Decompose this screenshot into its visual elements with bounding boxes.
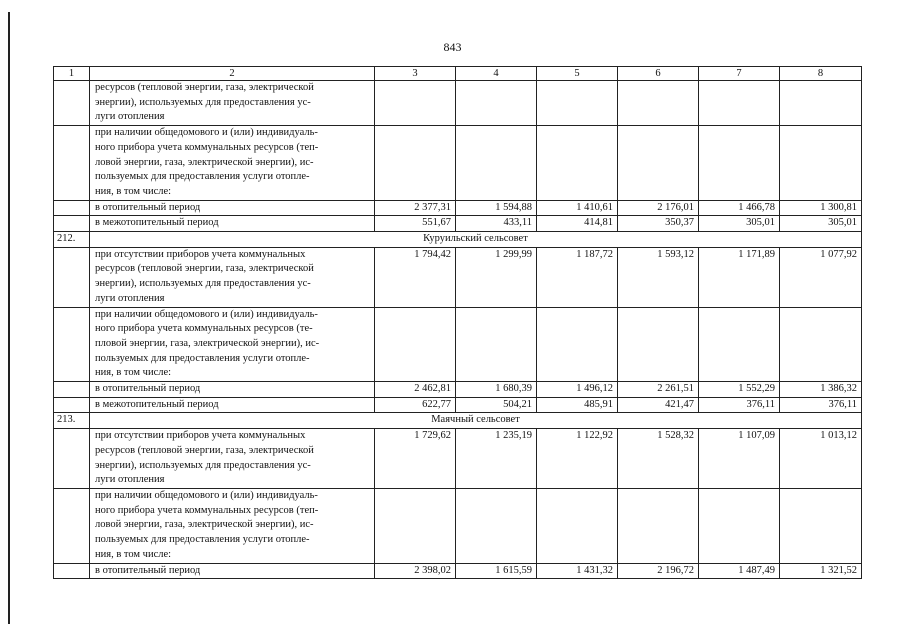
tariff-table (53, 66, 862, 579)
row-number-cell (54, 216, 90, 232)
value-cell: 1 593,12 (618, 247, 699, 307)
description-line: пользуемых для предоставления услуги отопле- (95, 171, 310, 183)
value-cell (618, 126, 699, 201)
value-cell (375, 126, 456, 201)
value-cell: 1 321,52 (780, 563, 862, 579)
description-line: ного прибора учета коммунальных ресурсов (теп- (95, 141, 319, 153)
value-cell: 485,91 (537, 397, 618, 413)
description-line: в отопительный период (95, 201, 201, 213)
value-cell: 376,11 (780, 397, 862, 413)
page-number: 843 (443, 40, 462, 54)
value-cell: 1 122,92 (537, 429, 618, 489)
value-cell (375, 81, 456, 126)
description-cell (90, 126, 375, 201)
value-cell (699, 126, 780, 201)
row-number-cell (54, 397, 90, 413)
value-cell: 1 300,81 (780, 200, 862, 216)
value-cell (537, 488, 618, 563)
value-cell: 2 176,01 (618, 200, 699, 216)
table-row (54, 307, 862, 382)
section-title: Куруильский сельсовет (90, 232, 862, 248)
value-cell (780, 81, 862, 126)
description-line: пловой энергии, газа, электрической энергии), ис- (95, 337, 320, 349)
value-cell (699, 307, 780, 382)
value-cell: 504,21 (456, 397, 537, 413)
description-cell (90, 216, 375, 232)
description-line: энергии), используемых для предоставления ус- (95, 459, 311, 471)
value-cell (537, 126, 618, 201)
column-header: 5 (537, 67, 618, 81)
description-line: ния, в том числе: (95, 185, 172, 197)
description-line: луги отопления (95, 292, 165, 304)
description-cell (90, 247, 375, 307)
column-header: 8 (780, 67, 862, 81)
description-line: пользуемых для предоставления услуги отопле- (95, 352, 310, 364)
value-cell: 350,37 (618, 216, 699, 232)
value-cell (780, 307, 862, 382)
description-cell (90, 563, 375, 579)
value-cell: 2 462,81 (375, 382, 456, 398)
description-line: ловой энергии, газа, электрической энергии), ис- (95, 519, 314, 531)
description-line: энергии), используемых для предоставления ус- (95, 278, 311, 290)
description-line: ловой энергии, газа, электрической энергии), ис- (95, 156, 314, 168)
description-line: луги отопления (95, 111, 165, 123)
value-cell (780, 126, 862, 201)
row-number-cell (54, 126, 90, 201)
table-row (54, 216, 862, 232)
value-cell (375, 488, 456, 563)
description-cell (90, 81, 375, 126)
description-cell (90, 307, 375, 382)
description-line: ного прибора учета коммунальных ресурсов (теп- (95, 504, 319, 516)
table-row (54, 126, 862, 201)
table-row (54, 429, 862, 489)
value-cell: 2 398,02 (375, 563, 456, 579)
value-cell: 1 410,61 (537, 200, 618, 216)
description-line: в межотопительный период (95, 217, 219, 229)
value-cell: 305,01 (699, 216, 780, 232)
column-header: 4 (456, 67, 537, 81)
section-title: Маячный сельсовет (90, 413, 862, 429)
column-header: 7 (699, 67, 780, 81)
value-cell (456, 307, 537, 382)
description-line: энергии), используемых для предоставления ус- (95, 96, 311, 108)
section-number: 212. (54, 232, 90, 248)
row-number-cell (54, 429, 90, 489)
row-number-cell (54, 488, 90, 563)
description-line: ного прибора учета коммунальных ресурсов (те- (95, 323, 313, 335)
value-cell (537, 81, 618, 126)
section-row (54, 232, 862, 248)
table-row (54, 200, 862, 216)
row-number-cell (54, 307, 90, 382)
value-cell: 2 196,72 (618, 563, 699, 579)
table-row (54, 382, 862, 398)
value-cell (780, 488, 862, 563)
value-cell: 1 729,62 (375, 429, 456, 489)
table-row (54, 81, 862, 126)
value-cell (456, 488, 537, 563)
value-cell: 1 794,42 (375, 247, 456, 307)
description-line: луги отопления (95, 474, 165, 486)
value-cell (375, 307, 456, 382)
description-line: ресурсов (тепловой энергии, газа, электрической (95, 82, 314, 93)
value-cell: 433,11 (456, 216, 537, 232)
value-cell: 305,01 (780, 216, 862, 232)
value-cell: 414,81 (537, 216, 618, 232)
value-cell: 2 261,51 (618, 382, 699, 398)
value-cell (537, 307, 618, 382)
value-cell: 1 431,32 (537, 563, 618, 579)
value-cell (699, 81, 780, 126)
description-cell (90, 200, 375, 216)
value-cell: 421,47 (618, 397, 699, 413)
description-line: при наличии общедомового и (или) индивидуаль- (95, 308, 318, 320)
description-cell (90, 488, 375, 563)
description-line: пользуемых для предоставления услуги отопле- (95, 534, 310, 546)
value-cell: 1 299,99 (456, 247, 537, 307)
description-line: в отопительный период (95, 564, 201, 576)
row-number-cell (54, 563, 90, 579)
value-cell: 1 386,32 (780, 382, 862, 398)
value-cell: 1 528,32 (618, 429, 699, 489)
table-row (54, 397, 862, 413)
value-cell: 1 594,88 (456, 200, 537, 216)
description-line: при наличии общедомового и (или) индивидуаль- (95, 127, 318, 139)
value-cell: 622,77 (375, 397, 456, 413)
row-number-cell (54, 382, 90, 398)
description-line: ресурсов (тепловой энергии, газа, электрической (95, 444, 314, 456)
column-header: 6 (618, 67, 699, 81)
table-row (54, 247, 862, 307)
description-cell (90, 429, 375, 489)
value-cell: 1 615,59 (456, 563, 537, 579)
value-cell: 1 487,49 (699, 563, 780, 579)
value-cell (699, 488, 780, 563)
value-cell (618, 81, 699, 126)
description-line: при отсутствии приборов учета коммунальных (95, 248, 306, 260)
section-number: 213. (54, 413, 90, 429)
scan-edge-bar (8, 12, 10, 624)
value-cell: 1 552,29 (699, 382, 780, 398)
value-cell (456, 126, 537, 201)
column-header: 1 (54, 67, 90, 81)
value-cell: 376,11 (699, 397, 780, 413)
table-row (54, 488, 862, 563)
description-line: в межотопительный период (95, 398, 219, 410)
header-row (54, 67, 862, 81)
column-header: 2 (90, 67, 375, 81)
description-line: ния, в том числе: (95, 367, 172, 379)
value-cell: 1 235,19 (456, 429, 537, 489)
value-cell: 551,67 (375, 216, 456, 232)
description-cell (90, 382, 375, 398)
description-cell (90, 397, 375, 413)
column-header: 3 (375, 67, 456, 81)
description-line: при отсутствии приборов учета коммунальных (95, 430, 306, 442)
value-cell: 1 680,39 (456, 382, 537, 398)
value-cell: 1 496,12 (537, 382, 618, 398)
value-cell: 1 107,09 (699, 429, 780, 489)
description-line: ния, в том числе: (95, 548, 172, 560)
description-line: в отопительный период (95, 383, 201, 395)
section-row (54, 413, 862, 429)
description-line: при наличии общедомового и (или) индивидуаль- (95, 489, 318, 501)
value-cell: 2 377,31 (375, 200, 456, 216)
value-cell: 1 466,78 (699, 200, 780, 216)
table-body (54, 81, 862, 579)
description-line: ресурсов (тепловой энергии, газа, электрической (95, 263, 314, 275)
value-cell (618, 307, 699, 382)
value-cell (618, 488, 699, 563)
row-number-cell (54, 81, 90, 126)
value-cell: 1 187,72 (537, 247, 618, 307)
value-cell: 1 171,89 (699, 247, 780, 307)
value-cell (456, 81, 537, 126)
value-cell: 1 077,92 (780, 247, 862, 307)
table-row (54, 563, 862, 579)
value-cell: 1 013,12 (780, 429, 862, 489)
row-number-cell (54, 200, 90, 216)
row-number-cell (54, 247, 90, 307)
